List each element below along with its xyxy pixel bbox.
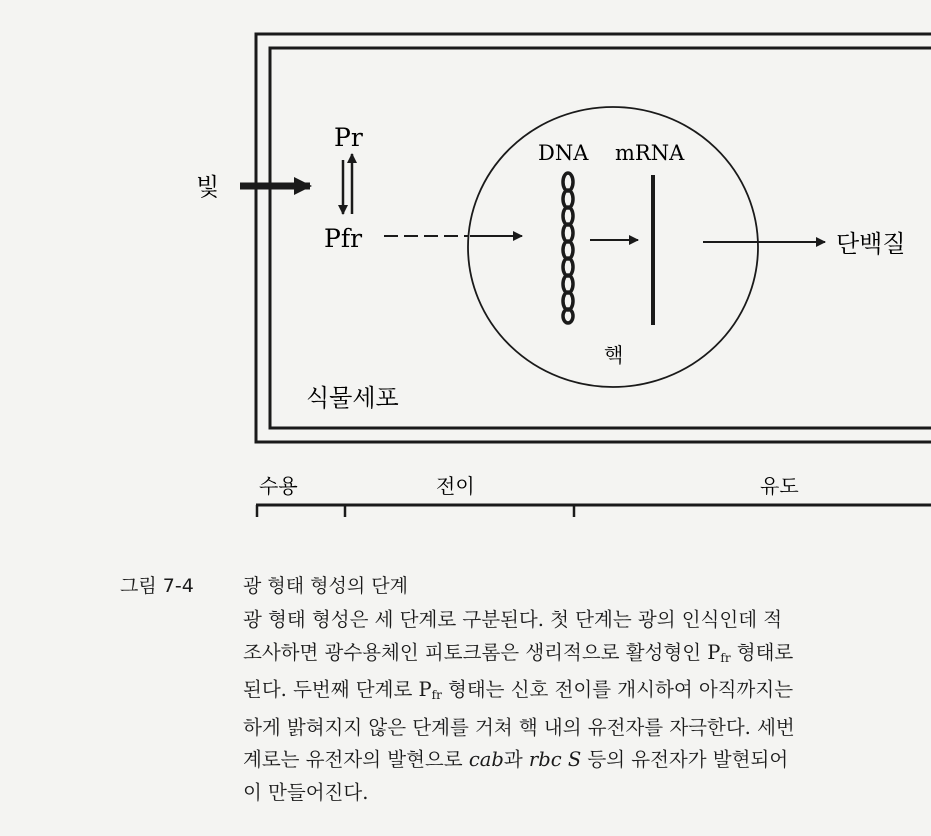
stage-timeline bbox=[256, 505, 931, 517]
stage-transduction: 전이 bbox=[436, 474, 475, 498]
caption-line: 하게 밝혀지지 않은 단계를 거쳐 핵 내의 유전자를 자극한다. 세번 bbox=[243, 715, 795, 739]
caption-line: 된다. 두번째 단계로 $P_{fr}$ 형태는 신호 전이를 개시하여 아직까지는 bbox=[243, 678, 794, 702]
pr-label: Pr bbox=[334, 123, 363, 152]
caption-line: 계로는 유전자의 발현으로 cab과 rbc S 등의 유전자가 발현되어 bbox=[243, 748, 789, 771]
cell-label: 식물세포 bbox=[306, 384, 399, 412]
mrna-label: mRNA bbox=[615, 141, 685, 165]
dna-label: DNA bbox=[538, 141, 589, 165]
figure-title: 광 형태 형성의 단계 bbox=[243, 575, 408, 597]
caption-line: 광 형태 형성은 세 단계로 구분된다. 첫 단계는 광의 인식인데 적 bbox=[243, 608, 783, 631]
caption-body bbox=[243, 604, 931, 809]
caption-line: 이 만들어진다. bbox=[243, 780, 369, 804]
caption-line: 조사하면 광수용체인 피토크롬은 생리적으로 활성형인 $P_{fr}$ 형태로 bbox=[243, 640, 794, 665]
pfr-label: Pfr bbox=[324, 224, 363, 253]
nucleus-label: 핵 bbox=[604, 343, 624, 367]
light-label: 빛 bbox=[196, 173, 220, 201]
dna-helix bbox=[563, 173, 573, 323]
stage-induction: 유도 bbox=[760, 474, 799, 498]
protein-label: 단백질 bbox=[836, 230, 906, 258]
stage-reception: 수용 bbox=[259, 474, 298, 498]
figure-number: 그림 7-4 bbox=[120, 575, 194, 597]
